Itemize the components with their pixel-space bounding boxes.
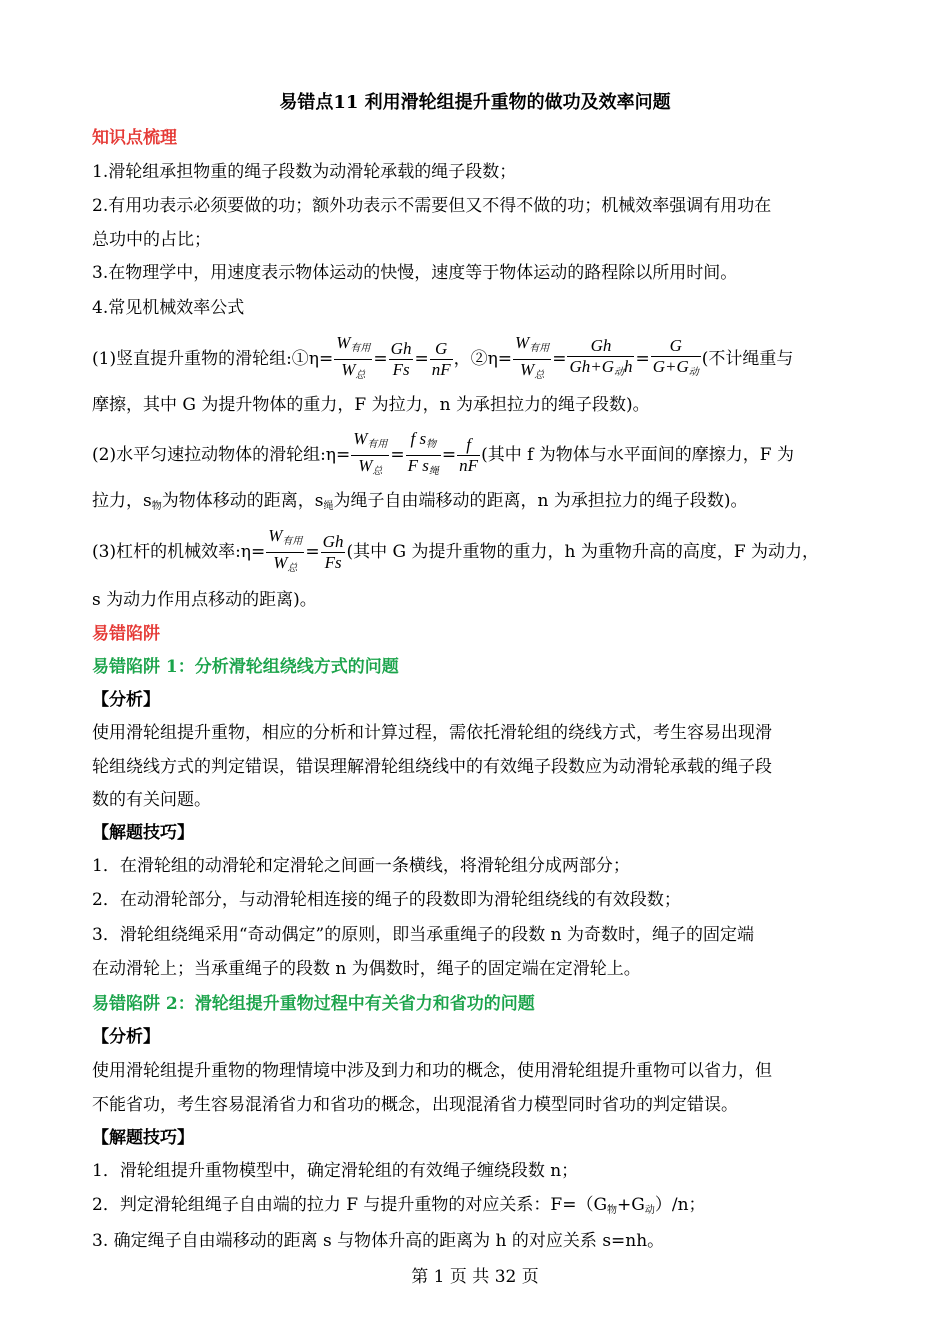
fraction: $\frac{G}{G+G_动}$: [652, 336, 699, 378]
trap-2-tips-label: 【解题技巧】: [92, 1128, 194, 1148]
trap-2-tip-3: 3. 确定绳子自由端移动的距离 s 与物体升高的距离为 h 的对应关系 s=nh。: [92, 1231, 665, 1251]
fraction: $\frac{W_{有用}}{W_总}$: [353, 429, 388, 477]
trap-2-analysis-label: 【分析】: [92, 1027, 160, 1047]
section-heading-knowledge: 知识点梳理: [92, 128, 177, 148]
fraction: $\frac{G}{nF}$: [431, 339, 451, 379]
formula-lever-note: s 为动力作用点移动的距离)。: [92, 590, 317, 610]
trap-1-analysis-label: 【分析】: [92, 690, 160, 710]
fraction: $\frac{Gh}{Fs}$: [390, 339, 412, 379]
trap-1-tip-2: 2．在动滑轮部分，与动滑轮相连接的绳子的段数即为滑轮组绕线的有效段数；: [92, 890, 681, 910]
formula-pulley-vertical-note: 摩擦，其中 G 为提升物体的重力，F 为拉力，n 为承担拉力的绳子段数)。: [92, 395, 650, 415]
knowledge-item-1: 1.滑轮组承担物重的绳子段数为动滑轮承载的绳子段数；: [92, 162, 517, 182]
knowledge-item-4: 4.常见机械效率公式: [92, 298, 245, 318]
fraction: $\frac{W_{有用}}{W_总}$: [268, 526, 303, 574]
trap-2-heading: 易错陷阱 2：滑轮组提升重物过程中有关省力和省功的问题: [92, 994, 535, 1014]
formula-pulley-vertical: (1)竖直提升重物的滑轮组:①η= $\frac{W_{有用}}{W_总}$ = $\frac{Gh}{Fs}$ = $\frac{G}{nF}$ ，②η= $\frac{W_{有用}}{W_总}$ = $\frac{Gh}{Gh+G_动h}$ = $\frac{G}{G+G_动}$ (不计绳重与: [92, 333, 872, 386]
trap-1-tips-label: 【解题技巧】: [92, 823, 194, 843]
fraction: $\frac{Gh}{Gh+G_动h}$: [569, 336, 633, 378]
trap-1-analysis-line-3: 数的有关问题。: [92, 790, 211, 810]
fraction: $\frac{W_{有用}}{W_总}$: [515, 333, 550, 381]
formula-lever: (3)杠杆的机械效率:η= $\frac{W_{有用}}{W_总}$ = $\frac{Gh}{Fs}$ (其中 G 为提升重物的重力，h 为重物升高的高度，F 为动力，: [92, 526, 872, 579]
page-title: 易错点11 利用滑轮组提升重物的做功及效率问题: [279, 92, 671, 113]
trap-1-analysis-line-1: 使用滑轮组提升重物，相应的分析和计算过程，需依托滑轮组的绕线方式，考生容易出现滑: [92, 723, 772, 743]
page-footer: 第 1 页 共 32 页: [411, 1267, 539, 1287]
fraction: $\frac{f s_物}{F s_绳}$: [407, 429, 439, 477]
fraction: $\frac{Gh}{Fs}$: [322, 532, 344, 572]
fraction: $\frac{W_{有用}}{W_总}$: [336, 333, 371, 381]
trap-1-tip-3: 3．滑轮组绕绳采用“奇动偶定”的原则，即当承重绳子的段数 n 为奇数时，绳子的固定端: [92, 925, 754, 945]
fraction: $\frac{f}{nF}$: [459, 435, 479, 475]
trap-2-analysis-line-1: 使用滑轮组提升重物的物理情境中涉及到力和功的概念，使用滑轮组提升重物可以省力，但: [92, 1061, 772, 1081]
trap-2-tip-2: 2．判定滑轮组绳子自由端的拉力 F 与提升重物的对应关系：F=（G物+G动）/n；: [92, 1195, 706, 1216]
trap-1-analysis-line-2: 轮组绕线方式的判定错误，错误理解滑轮组绕线中的有效绳子段数应为动滑轮承载的绳子段: [92, 757, 772, 777]
trap-1-heading: 易错陷阱 1：分析滑轮组绕线方式的问题: [92, 657, 399, 677]
knowledge-item-3: 3.在物理学中，用速度表示物体运动的快慢，速度等于物体运动的路程除以所用时间。: [92, 263, 738, 283]
knowledge-item-2: 2.有用功表示必须要做的功；额外功表示不需要但又不得不做的功；机械效率强调有用功在: [92, 196, 772, 216]
formula-pulley-horizontal: (2)水平匀速拉动物体的滑轮组:η= $\frac{W_{有用}}{W_总}$ = $\frac{f s_物}{F s_绳}$ = $\frac{f}{nF}$ (其中 f 为物体与水平面间的摩擦力，F 为: [92, 429, 872, 482]
trap-1-tip-1: 1．在滑轮组的动滑轮和定滑轮之间画一条横线，将滑轮组分成两部分；: [92, 856, 630, 876]
formula-pulley-horizontal-note: 拉力，s物为物体移动的距离，s绳为绳子自由端移动的距离，n 为承担拉力的绳子段数)。: [92, 491, 748, 512]
knowledge-item-2-cont: 总功中的占比；: [92, 230, 211, 250]
trap-2-analysis-line-2: 不能省功，考生容易混淆省力和省功的概念，出现混淆省力模型同时省功的判定错误。: [92, 1095, 738, 1115]
trap-2-tip-1: 1．滑轮组提升重物模型中，确定滑轮组的有效绳子缠绕段数 n；: [92, 1161, 579, 1181]
trap-1-tip-3-cont: 在动滑轮上；当承重绳子的段数 n 为偶数时，绳子的固定端在定滑轮上。: [92, 959, 641, 979]
section-heading-traps: 易错陷阱: [92, 624, 160, 644]
